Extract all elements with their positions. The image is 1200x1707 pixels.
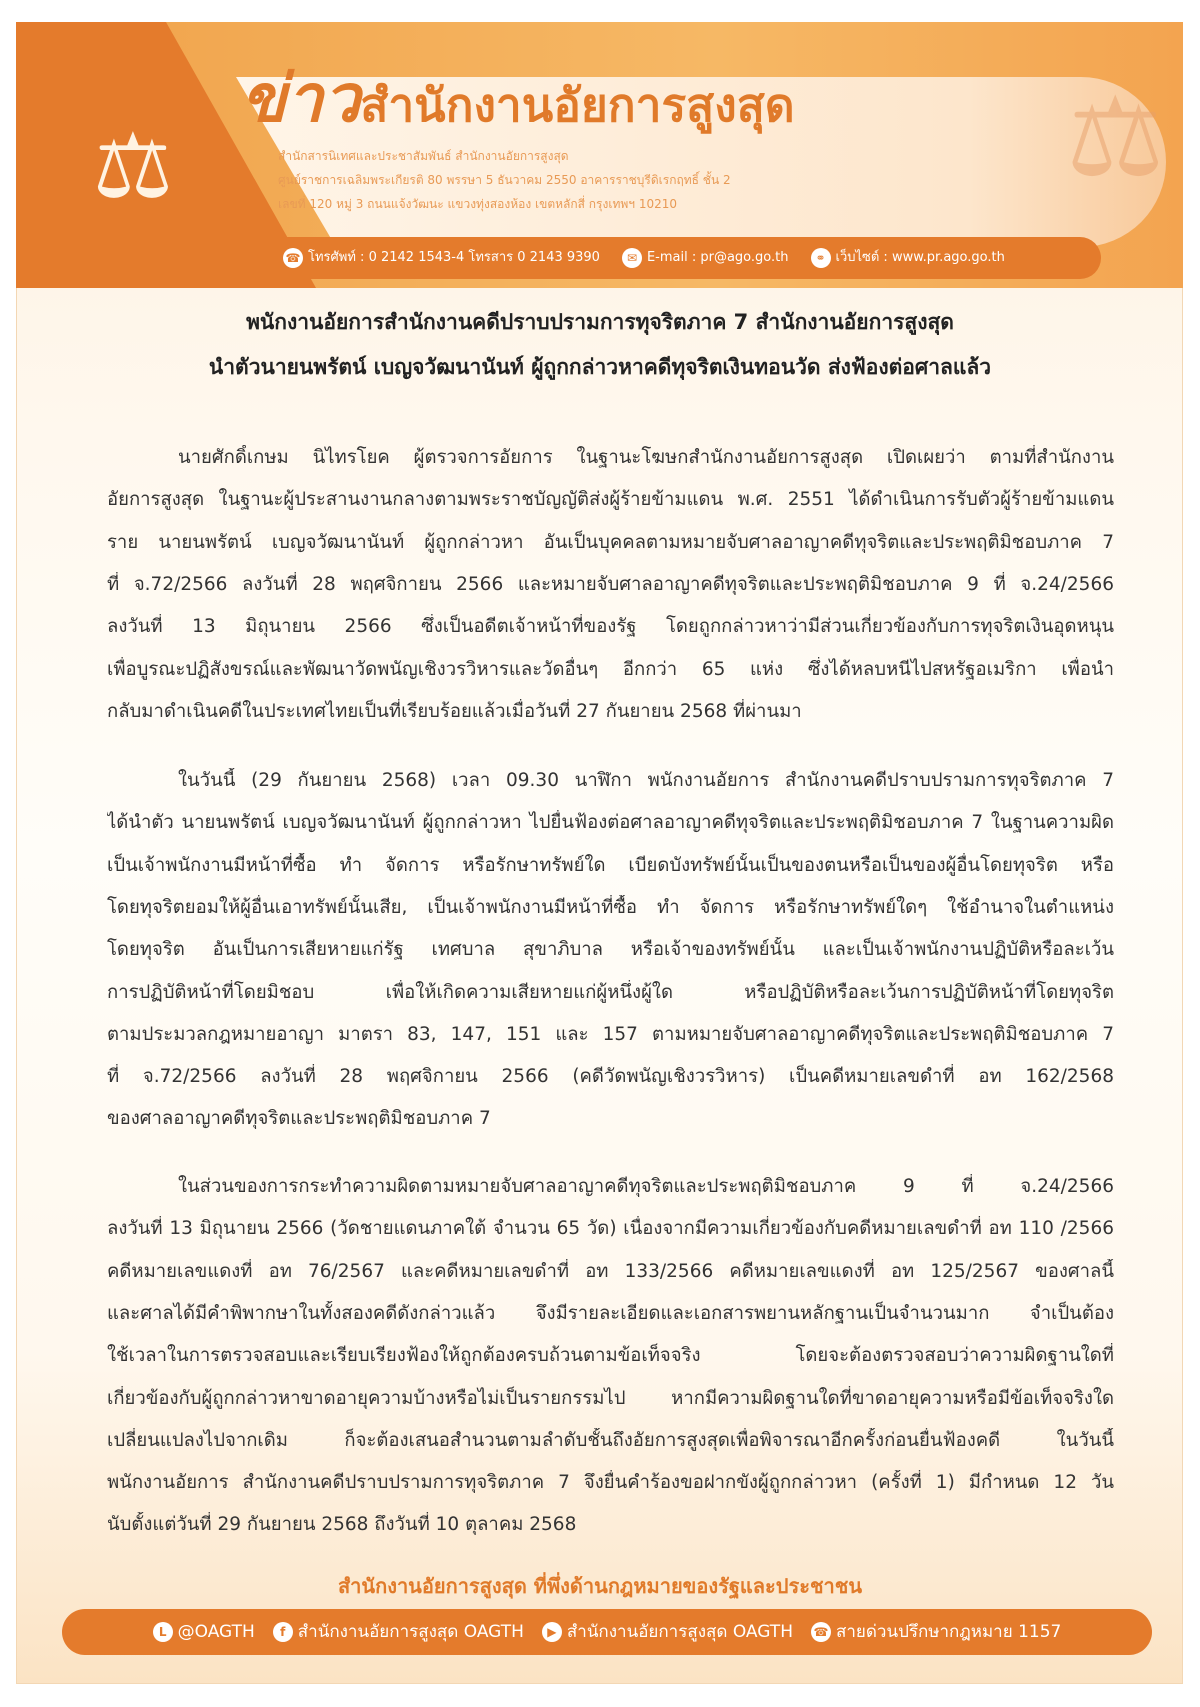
paragraph-1-line: ที่ จ.72/2566 ลงวันที่ 28 พฤศจิกายน 2566 และหมายจับศาลอาญาคดีทุจริตและประพฤติมิชอบภาค 9 ที่ จ.24/2566	[107, 573, 1114, 595]
paragraph-2-line: การปฏิบัติหน้าที่โดยมิชอบ เพื่อให้เกิดความเสียหายแก่ผู้หนึ่งผู้ใด หรือปฏิบัติหรือละเว้นการปฏิบัติหน้าที่โดยทุจริต	[107, 981, 1114, 1003]
paragraph-3-line: ลงวันที่ 13 มิถุนายน 2566 (วัดชายแดนภาคใต้ จำนวน 65 วัด) เนื่องจากมีความเกี่ยวข้องกับคดีหมายเลขดำที่ อท 110 /2566	[107, 1218, 1114, 1240]
email-icon: ✉	[622, 248, 642, 268]
header-banner	[16, 22, 1183, 288]
paragraph-3-line: คดีหมายเลขแดงที่ อท 76/2567 และคดีหมายเลขดำที่ อท 133/2566 คดีหมายเลขแดงที่ อท 125/2567 ของศาลนี้	[107, 1260, 1114, 1282]
headline-line-1: พนักงานอัยการสำนักงานคดีปราบปรามการทุจริตภาค 7 สำนักงานอัยการสูงสุด	[246, 310, 954, 334]
paragraph-2-line: ที่ จ.72/2566 ลงวันที่ 28 พฤศจิกายน 2566 (คดีวัดพนัญเชิงวรวิหาร) เป็นคดีหมายเลขดำที่ อท 162/2568	[107, 1066, 1114, 1088]
paragraph-3-line: เกี่ยวข้องกับผู้ถูกกล่าวหาขาดอายุความบ้างหรือไม่เป็นรายกรรมไป หากมีความผิดฐานใดที่ขาดอายุความหรือมีข้อเท็จจริงใด	[107, 1387, 1114, 1409]
header-sub-line: เลขที่ 120 หมู่ 3 ถนนแจ้งวัฒนะ แขวงทุ่งสองห้อง เขตหลักสี่ กรุงเทพฯ 10210	[278, 197, 677, 211]
contact-email[interactable]	[622, 248, 789, 268]
paragraph-2-line: เป็นเจ้าพนักงานมีหน้าที่ซื้อ ทำ จัดการ หรือรักษาทรัพย์ใด เบียดบังทรัพย์นั้นเป็นของตนหรือเป็นของผู้อื่นโดยทุจริต หรือ	[107, 854, 1114, 876]
header-title	[241, 66, 795, 138]
headline-line-2: นำตัวนายนพรัตน์ เบญจวัฒนานันท์ ผู้ถูกกล่าวหาคดีทุจริตเงินทอนวัด ส่งฟ้องต่อศาลแล้ว	[208, 355, 992, 379]
paragraph-2-line: ของศาลอาญาคดีทุจริตและประพฤติมิชอบภาค 7	[107, 1108, 491, 1130]
youtube-icon: ▶	[542, 1622, 562, 1642]
phone-icon: ☎	[811, 1622, 831, 1642]
contact-website[interactable]	[811, 248, 1005, 268]
email-text: E-mail : pr@ago.go.th	[646, 250, 789, 265]
paragraph-3-line: ในส่วนของการกระทำความผิดตามหมายจับศาลอาญาคดีทุจริตและประพฤติมิชอบภาค 9 ที่ จ.24/2566	[178, 1176, 1114, 1197]
phone-text: โทรศัพท์ : 0 2142 1543-4 โทรสาร 0 2143 9390	[308, 250, 600, 265]
ago-seal-icon: ⚖	[92, 114, 174, 219]
footer-hotline	[811, 1620, 1061, 1644]
paragraph-1-line: กลับมาดำเนินคดีในประเทศไทยเป็นที่เรียบร้อยแล้วเมื่อวันที่ 27 กันยายน 2568 ที่ผ่านมา	[107, 700, 802, 722]
paragraph-2-line: โดยทุจริต อันเป็นการเสียหายแก่รัฐ เทศบาล สุขาภิบาล หรือเจ้าของทรัพย์นั้น และเป็นเจ้าพนักงานปฏิบัติหรือละเว้น	[107, 939, 1114, 961]
scales-of-justice-icon: ⚖	[1066, 73, 1165, 201]
contact-bar	[271, 237, 1101, 279]
footer-youtube[interactable]	[542, 1620, 793, 1644]
paragraph-2-line: โดยทุจริตยอมให้ผู้อื่นเอาทรัพย์นั้นเสีย, เป็นเจ้าพนักงานมีหน้าที่ซื้อ ทำ จัดการ หรือรักษาทรัพย์ใดๆ ใช้อำนาจในตำแหน่ง	[107, 896, 1114, 918]
paragraph-1-line: ลงวันที่ 13 มิถุนายน 2566 ซึ่งเป็นอดีตเจ้าหน้าที่ของรัฐ โดยถูกกล่าวหาว่ามีส่วนเกี่ยวข้องกับการทุจริตเงินอุดหนุน	[107, 616, 1114, 638]
paragraph-2-line: ในวันนี้ (29 กันยายน 2568) เวลา 09.30 นาฬิกา พนักงานอัยการ สำนักงานคดีปราบปรามการทุจริตภาค 7	[178, 770, 1114, 791]
paragraph-1-line: อัยการสูงสุด ในฐานะผู้ประสานงานกลางตามพระราชบัญญัติส่งผู้ร้ายข้ามแดน พ.ศ. 2551 ได้ดำเนินการรับตัวผู้ร้ายข้ามแดน	[107, 489, 1114, 511]
line-icon: L	[153, 1622, 173, 1642]
facebook-icon: f	[273, 1622, 293, 1642]
title-news: ข่าว	[241, 66, 361, 137]
footer-youtube-label: สำนักงานอัยการสูงสุด OAGTH	[566, 1622, 793, 1642]
header-sub-line: ศูนย์ราชการเฉลิมพระเกียรติ 80 พรรษา 5 ธันวาคม 2550 อาคารราชบุรีดิเรกฤทธิ์ ชั้น 2	[278, 173, 731, 187]
header-sub-line: สำนักสารนิเทศและประชาสัมพันธ์ สำนักงานอัยการสูงสุด	[278, 149, 569, 163]
contact-phone	[283, 248, 600, 268]
footer-facebook-label: สำนักงานอัยการสูงสุด OAGTH	[297, 1622, 524, 1642]
paragraph-3-line: พนักงานอัยการ สำนักงานคดีปราบปรามการทุจริตภาค 7 จึงยื่นคำร้องขอฝากขังผู้ถูกกล่าวหา (ครั้งที่ 1) มีกำหนด 12 วัน	[107, 1472, 1114, 1494]
footer-social-bar	[62, 1609, 1152, 1655]
paragraph-1-line: ราย นายนพรัตน์ เบญจวัฒนานันท์ ผู้ถูกกล่าวหา อันเป็นบุคคลตามหมายจับศาลอาญาคดีทุจริตและประพฤติมิชอบภาค 7	[107, 531, 1114, 553]
paragraph-3-line: นับตั้งแต่วันที่ 29 กันยายน 2568 ถึงวันที่ 10 ตุลาคม 2568	[107, 1514, 577, 1536]
footer-line[interactable]	[153, 1620, 255, 1644]
paragraph-3-line: และศาลได้มีคำพิพากษาในทั้งสองคดีดังกล่าวแล้ว จึงมีรายละเอียดและเอกสารพยานหลักฐานเป็นจำนวนมาก จำเป็นต้อง	[107, 1302, 1114, 1324]
website-icon: ⚭	[811, 248, 831, 268]
paragraph-1-line: นายศักดิ์เกษม นิไทรโยค ผู้ตรวจการอัยการ ในฐานะโฆษกสำนักงานอัยการสูงสุด เปิดเผยว่า ตามที่สำนักงาน	[178, 447, 1114, 468]
paragraph-2-line: ได้นำตัว นายนพรัตน์ เบญจวัฒนานันท์ ผู้ถูกกล่าวหา ไปยื่นฟ้องต่อศาลอาญาคดีทุจริตและประพฤติมิชอบภาค 7 ในฐานความผิด	[107, 812, 1114, 834]
footer-hotline-label: สายด่วนปรึกษากฎหมาย 1157	[835, 1622, 1062, 1642]
paragraph-3-line: เปลี่ยนแปลงไปจากเดิม ก็จะต้องเสนอสำนวนตามลำดับชั้นถึงอัยการสูงสุดเพื่อพิจารณาอีกครั้งก่อนยื่นฟ้องคดี ในวันนี้	[107, 1429, 1114, 1451]
paragraph-1-line: เพื่อบูรณะปฏิสังขรณ์และพัฒนาวัดพนัญเชิงวรวิหารและวัดอื่นๆ อีกกว่า 65 แห่ง ซึ่งได้หลบหนีไปสหรัฐอเมริกา เพื่อนำ	[107, 658, 1114, 680]
title-agency: สำนักงานอัยการสูงสุด	[360, 78, 795, 132]
footer-slogan: สำนักงานอัยการสูงสุด ที่พึ่งด้านกฎหมายของรัฐและประชาชน	[337, 1574, 863, 1598]
website-text: เว็บไซต์ : www.pr.ago.go.th	[835, 250, 1005, 265]
footer-line-label: @OAGTH	[177, 1622, 255, 1642]
footer-facebook[interactable]	[273, 1620, 524, 1644]
phone-icon: ☎	[283, 248, 303, 268]
paragraph-2-line: ตามประมวลกฎหมายอาญา มาตรา 83, 147, 151 และ 157 ตามหมายจับศาลอาญาคดีทุจริตและประพฤติมิชอบภาค 7	[107, 1023, 1114, 1045]
paragraph-3-line: ใช้เวลาในการตรวจสอบและเรียบเรียงฟ้องให้ถูกต้องครบถ้วนตามข้อเท็จจริง โดยจะต้องตรวจสอบว่าความผิดฐานใดที่	[107, 1345, 1114, 1367]
